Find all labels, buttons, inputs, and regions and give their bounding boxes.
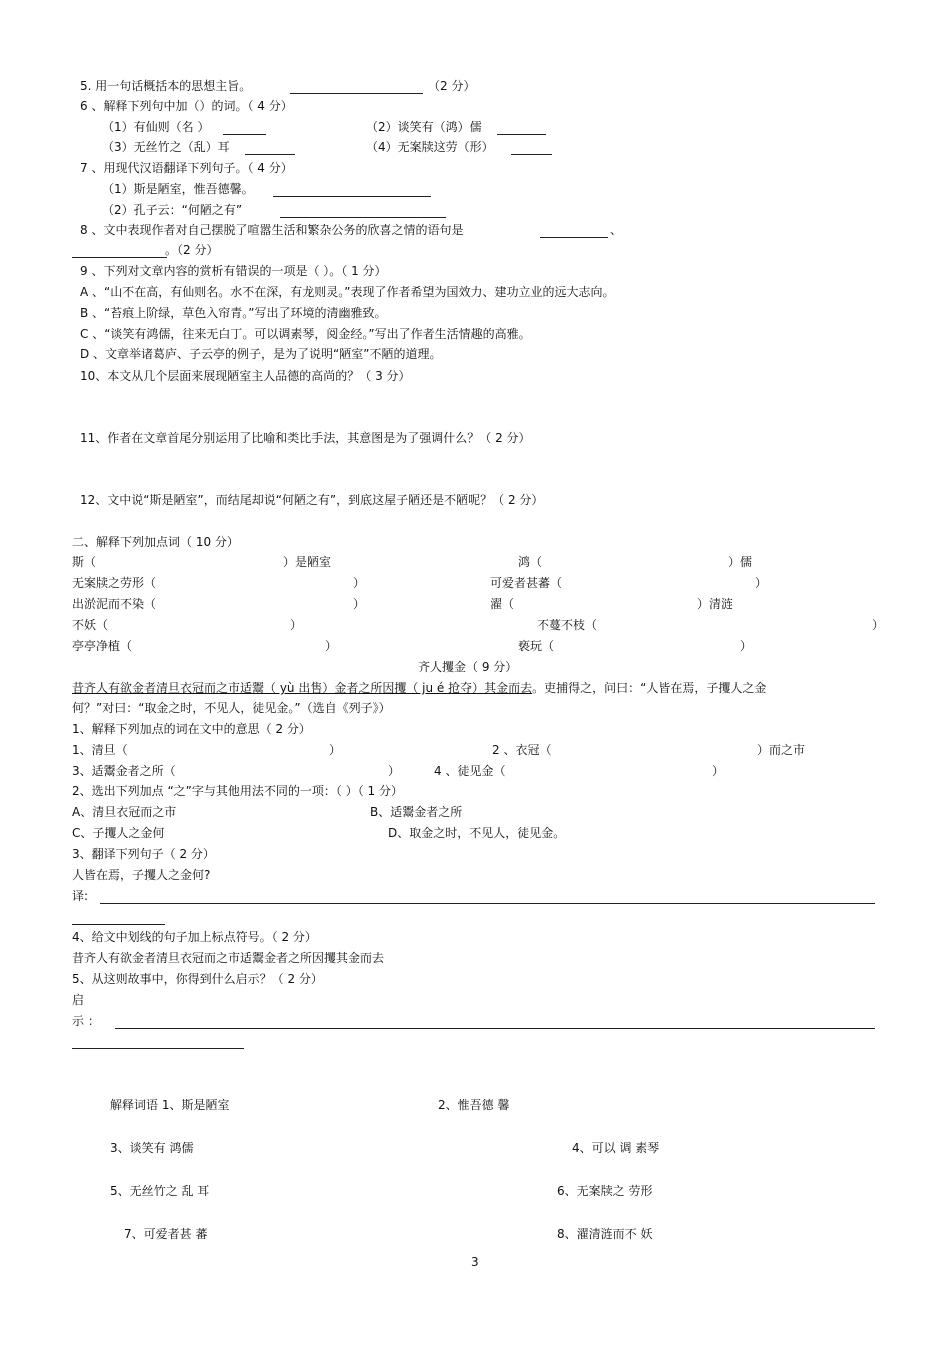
vocab-item: 5、无丝竹之 乱 耳 (110, 1184, 210, 1198)
q7-item-1: （1）斯是陋室，惟吾德馨。 (102, 182, 254, 196)
vocab-item: 2、惟吾德 馨 (438, 1098, 510, 1112)
sub-question-1: 1、解释下列加点的词在文中的意思（ 2 分） (72, 722, 311, 736)
term-end: ） (353, 576, 366, 590)
term: 不妖（ (72, 618, 109, 632)
term: 亭亭净植（ (72, 639, 133, 653)
sub-item-end: ） (388, 764, 401, 778)
question-10: 10、本文从几个层面来展现陋室主人品德的高尚的？（ 3 分） (80, 369, 411, 383)
q6-item-3: （3）无丝竹之（乱）耳 (102, 140, 230, 154)
vocab-item: 解释词语 1、斯是陋室 (110, 1098, 230, 1112)
translate-label: 译: (72, 889, 89, 903)
sub-item: 1、清旦（ (72, 743, 128, 757)
question-5: 5. 用一句话概括本的思想主旨。 (80, 79, 252, 93)
option-d: D、取金之时，不见人，徒见金。 (388, 826, 566, 840)
sub-question-3: 3、翻译下列句子（ 2 分） (72, 847, 215, 861)
answer-line[interactable] (273, 196, 431, 197)
sub-item: 4 、徒见金（ (434, 764, 506, 778)
term: 不蔓不枝（ (537, 618, 598, 632)
term-end: ） (353, 597, 366, 611)
sub-question-4: 4、给文中划线的句子加上标点符号。（ 2 分） (72, 930, 317, 944)
answer-line[interactable] (100, 903, 875, 904)
term: 亵玩（ (518, 639, 555, 653)
answer-line[interactable] (115, 1028, 875, 1029)
term: 鸿（ (518, 555, 543, 569)
term-end: ）儒 (728, 555, 753, 569)
story-text: 何？”对曰：“取金之时，不见人，徒见金。”（选自《列子》） (72, 701, 391, 715)
term: 出淤泥而不染（ (72, 597, 157, 611)
option-a: A、清旦衣冠而之市 (72, 805, 177, 819)
sub-item: 3、适鬻金者之所（ (72, 764, 176, 778)
term-end: ） (872, 618, 885, 632)
sub-item-end: ）而之市 (757, 743, 806, 757)
term: 斯（ (72, 555, 97, 569)
insight-label: 示 ： (72, 1014, 100, 1028)
option-a: A 、“山不在高，有仙则名。水不在深，有龙则灵。”表现了作者希望为国效力、建功立业的远大志向。 (80, 285, 615, 299)
term-end: ）是陋室 (283, 555, 332, 569)
term-end: ） (325, 639, 338, 653)
vocab-item: 8、濯清涟而不 妖 (557, 1227, 653, 1241)
term-end: ） (290, 618, 303, 632)
answer-line[interactable] (540, 237, 608, 238)
vocab-item: 3、谈笑有 鸿儒 (110, 1141, 194, 1155)
answer-line[interactable] (72, 924, 165, 925)
answer-line[interactable] (72, 257, 167, 258)
section-2-title: 二、解释下列加点词（ 10 分） (72, 535, 239, 549)
insight-label: 启 (72, 993, 85, 1007)
sub-item-end: ） (712, 764, 725, 778)
term-end: ） (755, 576, 768, 590)
answer-line[interactable] (223, 134, 266, 135)
term: 濯（ (490, 597, 515, 611)
q7-item-2: （2）孔子云：“何陋之有” (102, 203, 243, 217)
answer-line[interactable] (511, 154, 552, 155)
vocab-item: 4、可以 调 素琴 (572, 1141, 660, 1155)
q6-item-4: （4）无案牍这劳（形） (366, 140, 494, 154)
sub-question-5: 5、从这则故事中，你得到什么启示？（ 2 分） (72, 972, 323, 986)
term-end: ） (740, 639, 753, 653)
option-b: B 、“苔痕上阶绿，草色入帘青。”写出了环境的清幽雅致。 (80, 306, 387, 320)
option-c: C、子攫人之金何 (72, 826, 165, 840)
story-text: 。吏捕得之，问曰：“人皆在焉，子攫人之金 (532, 681, 767, 695)
sentence: 人皆在焉，子攫人之金何? (72, 868, 211, 882)
story-title: 齐人攫金（ 9 分） (418, 660, 518, 674)
term: 无案牍之劳形（ (72, 576, 157, 590)
sub-item-end: ） (329, 743, 342, 757)
question-8: 8 、文中表现作者对自己摆脱了喧嚣生活和繁杂公务的欣喜之情的语句是 (80, 223, 464, 237)
punctuation-text: 昔齐人有欲金者清旦衣冠而之市适鬻金者之所因攫其金而去 (72, 951, 385, 965)
sub-question-2: 2、选出下列加点 “之”字与其他用法不同的一项：（ ）（ 1 分） (72, 784, 403, 798)
answer-line[interactable] (290, 93, 423, 94)
option-d: D 、文章举诸葛庐、子云亭的例子，是为了说明“陋室”不陋的道理。 (80, 347, 442, 361)
question-7: 7 、用现代汉语翻译下列句子。（ 4 分） (80, 161, 293, 175)
question-9: 9 、下列对文章内容的赏析有错误的一项是（ ）。（ 1 分） (80, 264, 387, 278)
vocab-item: 6、无案牍之 劳形 (557, 1184, 653, 1198)
score: （2 分） (428, 79, 476, 93)
answer-line[interactable] (497, 134, 546, 135)
answer-line[interactable] (72, 1048, 244, 1049)
question-12: 12、文中说“斯是陋室”，而结尾却说“何陋之有”，到底这屋子陋还是不陋呢？（ 2 分） (80, 493, 544, 507)
score: 。（2 分） (165, 243, 219, 257)
answer-line[interactable] (245, 154, 295, 155)
underlined-sentence: 昔齐人有欲金者清旦衣冠而之市适鬻（ yù 出售）金者之所因攫（ ju é 抢夺）其金而去 (72, 681, 533, 695)
term-end: ）清涟 (697, 597, 734, 611)
answer-line[interactable] (280, 217, 446, 218)
sub-item: 2 、衣冠（ (492, 743, 552, 757)
vocab-item: 7、可爱者甚 蕃 (124, 1227, 208, 1241)
q6-item-1: （1）有仙则（名 ） (102, 120, 210, 134)
option-b: B、适鬻金者之所 (370, 805, 463, 819)
separator: 、 (610, 223, 623, 237)
term: 可爱者甚蕃（ (490, 576, 563, 590)
option-c: C 、“谈笑有鸿儒，往来无白丁。可以调素琴，阅金经。”写出了作者生活情趣的高雅。 (80, 327, 531, 341)
page-number: 3 (471, 1255, 479, 1269)
q6-item-2: （2）谈笑有（鸿）儒 (366, 120, 482, 134)
question-11: 11、作者在文章首尾分别运用了比喻和类比手法，其意图是为了强调什么？（ 2 分） (80, 431, 531, 445)
question-6: 6 、解释下列句中加（）的词。（ 4 分） (80, 99, 293, 113)
